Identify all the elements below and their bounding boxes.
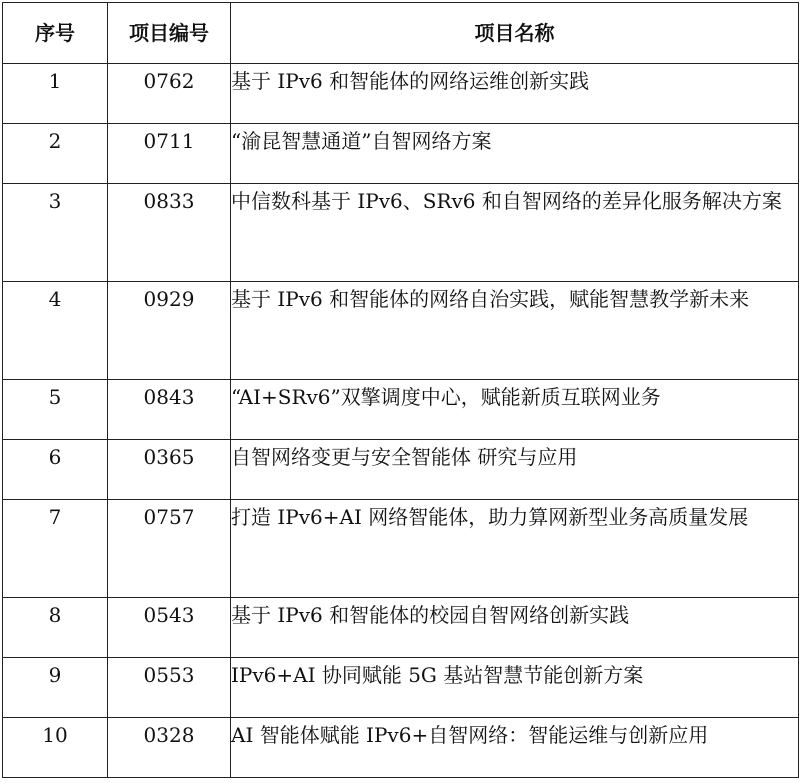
table-row bbox=[3, 718, 799, 778]
row-index: 3 bbox=[3, 184, 108, 282]
header-name: 项目名称 bbox=[231, 3, 799, 64]
row-index: 2 bbox=[3, 124, 108, 184]
row-name: 自智网络变更与安全智能体 研究与应用 bbox=[231, 440, 799, 500]
table-row bbox=[3, 440, 799, 500]
table-row bbox=[3, 184, 799, 282]
row-code: 0757 bbox=[108, 500, 231, 598]
row-name: 基于 IPv6 和智能体的网络运维创新实践 bbox=[231, 64, 799, 124]
row-name: “渝昆智慧通道”自智网络方案 bbox=[231, 124, 799, 184]
row-code: 0843 bbox=[108, 380, 231, 440]
table-row bbox=[3, 598, 799, 658]
table-row bbox=[3, 282, 799, 380]
table-row bbox=[3, 500, 799, 598]
row-name: 打造 IPv6+AI 网络智能体，助力算网新型业务高质量发展 bbox=[231, 500, 799, 598]
project-table bbox=[2, 2, 799, 778]
row-code: 0833 bbox=[108, 184, 231, 282]
row-code: 0365 bbox=[108, 440, 231, 500]
header-code: 项目编号 bbox=[108, 3, 231, 64]
table-row bbox=[3, 124, 799, 184]
table-header-row bbox=[3, 3, 799, 64]
row-code: 0711 bbox=[108, 124, 231, 184]
row-name: 基于 IPv6 和智能体的网络自治实践，赋能智慧教学新未来 bbox=[231, 282, 799, 380]
row-name: IPv6+AI 协同赋能 5G 基站智慧节能创新方案 bbox=[231, 658, 799, 718]
row-index: 9 bbox=[3, 658, 108, 718]
row-code: 0543 bbox=[108, 598, 231, 658]
row-index: 5 bbox=[3, 380, 108, 440]
table-row bbox=[3, 380, 799, 440]
row-name: 中信数科基于 IPv6、SRv6 和自智网络的差异化服务解决方案 bbox=[231, 184, 799, 282]
row-code: 0328 bbox=[108, 718, 231, 778]
row-name: “AI+SRv6”双擎调度中心，赋能新质互联网业务 bbox=[231, 380, 799, 440]
row-index: 8 bbox=[3, 598, 108, 658]
row-name: 基于 IPv6 和智能体的校园自智网络创新实践 bbox=[231, 598, 799, 658]
header-index: 序号 bbox=[3, 3, 108, 64]
row-code: 0762 bbox=[108, 64, 231, 124]
row-code: 0929 bbox=[108, 282, 231, 380]
row-index: 1 bbox=[3, 64, 108, 124]
row-index: 10 bbox=[3, 718, 108, 778]
row-index: 7 bbox=[3, 500, 108, 598]
table-row bbox=[3, 64, 799, 124]
table-row bbox=[3, 658, 799, 718]
row-name: AI 智能体赋能 IPv6+自智网络：智能运维与创新应用 bbox=[231, 718, 799, 778]
row-code: 0553 bbox=[108, 658, 231, 718]
row-index: 4 bbox=[3, 282, 108, 380]
row-index: 6 bbox=[3, 440, 108, 500]
